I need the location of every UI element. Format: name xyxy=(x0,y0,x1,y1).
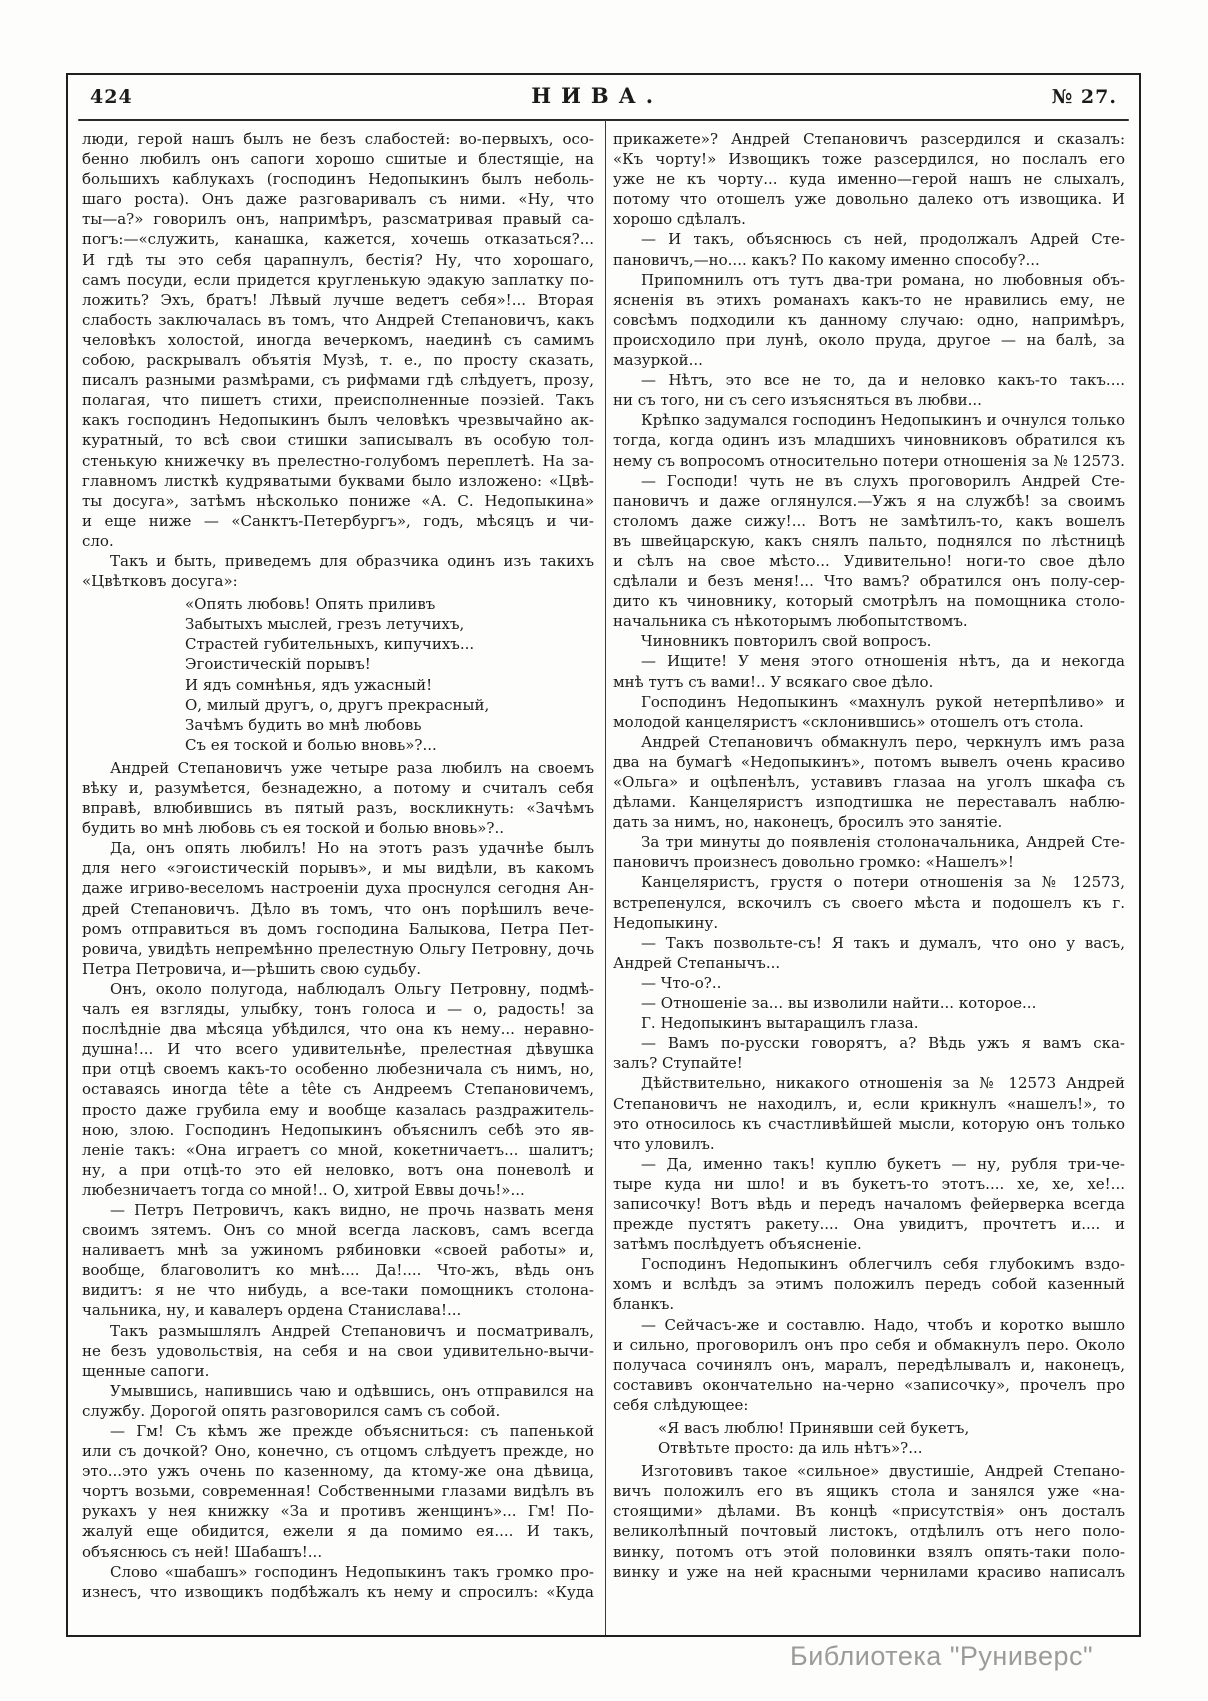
text-line: «Цвѣтковъ досуга»: xyxy=(82,572,238,591)
text-line: мнѣ тутъ съ вами!.. У всякаго свое дѣло. xyxy=(613,672,934,691)
paragraph xyxy=(613,410,1125,470)
text-line: тыре куда ни шло! и въ букетъ-то этотъ.... хе, хе, хе!... xyxy=(613,1174,1125,1193)
text-line: Дѣйствительно, никакого отношенія за № 12573 Андрей xyxy=(641,1074,1125,1093)
text-line: — Петръ Петровичъ, какъ видно, не прочь назвать меня xyxy=(110,1200,594,1219)
text-line: И ядъ сомнѣнья, ядъ ужасный! xyxy=(185,675,433,694)
text-line: ясненія въ этихъ романахъ какъ-то не нравились ему, не xyxy=(613,290,1125,309)
text-line: куратный, то всѣ свои стишки записывалъ въ особую тол- xyxy=(82,431,594,450)
text-line: вправѣ, влюбившись въ пятый разъ, воскликнуть: «Зачѣмъ xyxy=(82,799,594,818)
text-line: при отцѣ своемъ какъ-то особенно любезничала съ нимъ, но, xyxy=(82,1060,594,1079)
text-line: самъ посуди, если придется кругленькую эдакую заплатку по- xyxy=(82,270,594,289)
text-line: дито къ чиновнику, который смотрѣлъ на помощника столо- xyxy=(613,592,1125,611)
text-line: Андрей Степанычъ... xyxy=(613,953,781,972)
paragraph xyxy=(613,1154,1125,1254)
text-line: начальника съ нѣкоторымъ любопытствомъ. xyxy=(613,612,968,631)
paragraph xyxy=(613,973,1125,993)
text-line: дать за нимъ, но, наконецъ, бросилъ это занятіе. xyxy=(613,813,1003,832)
paragraph xyxy=(613,631,1125,651)
text-line: хомъ и вслѣдъ за этимъ положилъ передъ собой казенный xyxy=(613,1275,1125,1294)
text-line: Недопыкину. xyxy=(613,913,719,932)
text-line: вѣку и, разумѣется, безнадежно, а потому и считалъ себя xyxy=(82,779,594,797)
text-line: какъ господинъ Недопыкинъ былъ человѣкъ чрезвычайно ак- xyxy=(82,411,594,430)
text-line: вичъ положилъ его въ ящикъ стола и занялся уже «на- xyxy=(613,1482,1125,1501)
text-line: дрей Степановичъ. Дѣло въ томъ, что онъ порѣшилъ вече- xyxy=(82,899,594,918)
text-line: слабость заключалась въ томъ, что Андрей Степановичъ, какъ xyxy=(82,310,594,329)
page-header xyxy=(68,75,1139,117)
text-line: главномъ листкѣ кудряватыми буквами было изложено: «Цвѣ- xyxy=(82,471,594,490)
text-line: не безъ удовольствія, на себя и на свои удивительно-вычи- xyxy=(82,1341,594,1360)
text-line: — Гм! Съ кѣмъ же прежде объясниться: съ папенькой xyxy=(110,1422,594,1440)
text-line: О, милый другъ, о, другъ прекрасный, xyxy=(185,695,490,714)
paragraph xyxy=(82,758,594,838)
text-line: душна!... И что всего удивительнѣе, прелестная дѣвушка xyxy=(82,1040,594,1059)
text-line: «Опять любовь! Опять приливъ xyxy=(185,595,436,614)
text-line: сло. xyxy=(82,531,114,550)
text-line: винку и уже на ней красными чернилами красиво написалъ xyxy=(613,1562,1125,1581)
text-line: рукахъ у нея книжку «За и противъ женщинъ»... Гм! По- xyxy=(82,1502,594,1521)
text-line: уже не къ чорту... куда именно—герой нашъ не слыхалъ, xyxy=(613,170,1125,189)
paragraph xyxy=(613,732,1125,832)
left-column xyxy=(82,129,594,1602)
text-line: «Къ чорту!» Извощикъ тоже разсердился, но послалъ его xyxy=(613,150,1125,169)
paragraph xyxy=(613,651,1125,691)
text-line: записочку! Вотъ вѣдь и передъ началомъ фейерверка всегда xyxy=(613,1194,1125,1213)
paragraph xyxy=(613,471,1125,632)
paragraph xyxy=(613,1013,1125,1033)
text-line: даже игриво-веселомъ настроеніи духа проснулся сегодня Ан- xyxy=(82,879,594,898)
text-line: ложить? Эхъ, братъ! Лѣвый лучше ведетъ себя»!... Вторая xyxy=(82,290,594,309)
text-line: Съ ея тоской и болью вновь»?... xyxy=(185,735,437,754)
text-line: и еще ниже — «Санктъ-Петербургъ», годъ, мѣсяцъ и чи- xyxy=(82,511,594,530)
text-line: Эгоистическій порывъ! xyxy=(185,655,371,674)
text-line: или съ дочкой? Оно, конечно, съ отцомъ слѣдуетъ прежде, но xyxy=(82,1442,594,1461)
text-line: въ швейцарскую, какъ снялъ пальто, поднялся по лѣстницѣ xyxy=(613,531,1125,550)
paragraph xyxy=(82,1562,594,1602)
text-line: великолѣпный почтовый листокъ, отдѣлилъ отъ него поло- xyxy=(613,1522,1125,1541)
paragraph xyxy=(613,1254,1125,1314)
text-line: Крѣпко задумался господинъ Недопыкинъ и очнулся только xyxy=(641,411,1125,430)
journal-title: НИВА. xyxy=(531,83,664,108)
text-line: встрепенулся, вскочилъ съ своего мѣста и подошелъ къ г. xyxy=(613,893,1125,912)
text-line: Такъ и быть, приведемъ для образчика одинъ изъ такихъ xyxy=(110,551,594,570)
paragraph xyxy=(613,270,1125,370)
watermark: Библиотека "Руниверс" xyxy=(790,1641,1094,1671)
paragraph xyxy=(82,1200,594,1321)
text-line: большихъ каблукахъ (господинъ Недопыкинъ былъ неболь- xyxy=(82,170,594,189)
text-line: Петра Петровича, и—рѣшить свою судьбу. xyxy=(82,959,422,978)
text-line: видитъ: я не что нибудь, а все-таки помощникъ столона- xyxy=(82,1281,594,1300)
text-line: полагая, что пишетъ стихи, преисполненные поэзіей. Такъ xyxy=(82,391,594,410)
text-line: бланкъ. xyxy=(613,1295,675,1314)
column-divider xyxy=(605,120,606,1635)
text-line: жалуй еще обидится, ежели я да помимо ея.... И такъ, xyxy=(82,1522,594,1541)
text-line: ною, злою. Господинъ Недопыкинъ объяснилъ себѣ это яв- xyxy=(82,1120,594,1139)
paragraph xyxy=(82,1321,594,1381)
text-line: И гдѣ ты это себя царапнулъ, бестія? Ну, что хорошаго, xyxy=(82,250,594,269)
text-line: ты—а?» говорилъ онъ, напримѣръ, разсматривая правый са- xyxy=(82,210,594,229)
text-line: чалъ ея взгляды, улыбку, тонъ голоса и — о, радость! за xyxy=(82,1000,594,1019)
text-line: хорошо сдѣлалъ. xyxy=(613,210,746,229)
verse-block xyxy=(613,1418,1125,1458)
text-line: изнесъ, что извощикъ подбѣжалъ къ нему и спросилъ: «Куда xyxy=(82,1582,594,1601)
paragraph xyxy=(613,129,1125,229)
paragraph xyxy=(613,1033,1125,1073)
text-line: Господинъ Недопыкинъ облегчилъ себя глубокимъ вздо- xyxy=(641,1255,1125,1274)
text-line: — И такъ, объяснюсь съ ней, продолжалъ Адрей Сте- xyxy=(641,230,1125,249)
text-line: — Да, именно такъ! куплю букетъ — ну, рубля три-че- xyxy=(641,1154,1125,1173)
text-line: будить во мнѣ любовь съ ея тоской и болью вновь»?.. xyxy=(82,819,504,838)
text-line: и сѣлъ на свое мѣсто... Удивительно! ноги-то свое дѣло xyxy=(613,551,1125,570)
text-line: совсѣмъ подходили къ данному случаю: одно, напримѣръ, xyxy=(613,310,1125,329)
text-line: пановичъ произнесъ довольно громко: «Нашелъ»! xyxy=(613,853,1014,872)
paragraph xyxy=(613,933,1125,973)
text-line: — Ищите! У меня этого отношенія нѣтъ, да и некогда xyxy=(641,652,1125,671)
text-line: любезничаетъ тогда со мной!.. О, хитрой Еввы дочь!»... xyxy=(82,1180,525,1199)
page-frame xyxy=(66,73,1141,1637)
text-line: стоящими» дѣлами. Въ концѣ «присутствія» онъ досталъ xyxy=(613,1502,1125,1521)
issue-number: № 27. xyxy=(1051,86,1117,108)
text-line: ты досуга», затѣмъ нѣсколько пониже «А. С. Недопыкина» xyxy=(82,491,594,510)
paragraph xyxy=(82,1381,594,1421)
text-line: прикажете»? Андрей Степановичъ разсердился и сказалъ: xyxy=(613,130,1125,148)
text-line: чальника, ну, и кавалеръ ордена Станислава!... xyxy=(82,1301,462,1320)
text-line: что уловилъ. xyxy=(613,1134,715,1153)
paragraph xyxy=(82,979,594,1200)
text-line: — Господи! чуть не въ слухъ проговорилъ Андрей Сте- xyxy=(641,471,1125,490)
text-line: ну, а при отцѣ-то это ей неловко, вотъ она поневолѣ и xyxy=(82,1160,594,1179)
paragraph xyxy=(82,838,594,979)
text-line: Зачѣмъ будить во мнѣ любовь xyxy=(185,715,422,734)
right-column xyxy=(613,129,1125,1602)
text-line: послѣдніе два мѣсяца убѣдился, что она къ нему... неравно- xyxy=(82,1020,594,1039)
text-line: Забытыхъ мыслей, грезъ летучихъ, xyxy=(185,615,465,634)
text-line: «Ольга» и оцѣпенѣлъ, уставивъ глазаа на уголъ шкафа съ xyxy=(613,773,1125,791)
text-line: ни съ того, ни съ сего изъясняться въ любви... xyxy=(613,391,982,410)
text-line: бенно любилъ онъ сапоги хорошо сшитые и блестящіе, на xyxy=(82,150,594,169)
text-line: два на бумагѣ «Недопыкинъ», потомъ вывелъ очень красиво xyxy=(613,752,1125,771)
text-line: службу. Дорогой опять разговорился самъ съ собой. xyxy=(82,1401,501,1420)
text-line: составивъ окончательно на-черно «записочку», прочелъ про xyxy=(613,1375,1125,1394)
text-line: для него «эгоистическій порывъ», и мы видѣли, въ какомъ xyxy=(82,859,594,878)
paragraph xyxy=(82,551,594,591)
text-line: щенные сапоги. xyxy=(82,1361,210,1380)
paragraph xyxy=(613,692,1125,732)
text-line: ромъ отправиться въ домъ господина Балыкова, Петра Пет- xyxy=(82,919,594,938)
text-line: писалъ разными размѣрами, съ рифмами гдѣ слѣдуетъ, прозу, xyxy=(82,371,594,390)
text-line: Степановичъ не находилъ, и, если крикнулъ «нашелъ!», то xyxy=(613,1094,1125,1113)
paragraph xyxy=(613,1315,1125,1415)
text-line: и сильно, проговорилъ онъ про себя и обмакнулъ перо. Около xyxy=(613,1335,1125,1354)
text-line: дѣлами. Канцеляристъ изподтишка не переставалъ наблю- xyxy=(613,793,1125,812)
text-line: Онъ, около полугода, наблюдалъ Ольгу Петровну, подмѣ- xyxy=(110,979,594,998)
text-line: леніе такъ: «Она играетъ со мной, кокетничаетъ... шалитъ; xyxy=(82,1140,594,1159)
text-line: это относилось къ счастливѣйшей мысли, которую онъ только xyxy=(613,1114,1125,1133)
text-line: пановичъ и даже оглянулся.—Ужъ я на службѣ! за своимъ xyxy=(613,491,1125,510)
paragraph xyxy=(613,993,1125,1013)
text-line: Господинъ Недопыкинъ «махнулъ рукой нетерпѣливо» и xyxy=(641,692,1125,711)
text-line: сдѣлали и безъ меня!... Что вамъ? обратился онъ полу-сер- xyxy=(613,572,1125,591)
paragraph xyxy=(613,229,1125,269)
page-number: 424 xyxy=(90,86,133,108)
paragraph xyxy=(613,1461,1125,1582)
text-line: Умывшись, напившись чаю и одѣвшись, онъ отправился на xyxy=(110,1381,594,1400)
text-line: оставаясь иногда tête a tête съ Андреемъ Степановичемъ, xyxy=(82,1080,594,1099)
text-line: — Вамъ по-русски говорятъ, а? Вѣдь ужъ я вамъ ска- xyxy=(641,1034,1125,1053)
paragraph xyxy=(613,832,1125,872)
text-line: потому что отошелъ уже довольно далеко отъ извощика. И xyxy=(613,190,1125,209)
text-line: столомъ даже сижу!... Вотъ не замѣтилъ-то, какъ вошелъ xyxy=(613,511,1125,530)
text-line: тогда, когда одинъ изъ младшихъ чиновниковъ обратился къ xyxy=(613,431,1125,450)
paragraph xyxy=(613,872,1125,932)
text-line: — Что-о?.. xyxy=(641,973,722,992)
text-line: это...это ужъ очень по казенному, да ктому-же она дѣвица, xyxy=(82,1462,594,1481)
text-line: мазуркой... xyxy=(613,351,703,370)
text-line: Г. Недопыкинъ вытаращилъ глаза. xyxy=(641,1014,919,1033)
text-line: нему съ вопросомъ относительно потери отношенія за № 12573. xyxy=(613,451,1125,470)
text-line: Чиновникъ повторилъ свой вопросъ. xyxy=(641,632,932,651)
text-line: Да, онъ опять любилъ! Но на этотъ разъ удачнѣе былъ xyxy=(110,839,594,858)
text-line: За три минуты до появленія столоначальника, Андрей Сте- xyxy=(641,833,1125,852)
text-line: просто даже грубила ему и вообще казалась раздражитель- xyxy=(82,1100,594,1119)
text-line: Такъ размышлялъ Андрей Степановичъ и посматривалъ, xyxy=(110,1321,594,1340)
paragraph xyxy=(82,129,594,551)
text-line: Изготовивъ такое «сильное» двустишіе, Андрей Степано- xyxy=(641,1462,1125,1481)
text-line: — Такъ позвольте-съ! Я такъ и думалъ, что оно у васъ, xyxy=(641,933,1125,952)
text-line: «Я васъ люблю! Принявши сей букетъ, xyxy=(658,1419,970,1437)
text-line: своимъ зятемъ. Онъ со мной всегда ласковъ, самъ всегда xyxy=(82,1221,594,1240)
text-line: Страстей губительныхъ, кипучихъ... xyxy=(185,635,475,654)
text-line: шаго роста). Онъ даже разговаривалъ съ ними. «Ну, что xyxy=(82,190,594,209)
text-line: винку, потомъ отъ этой половинки взялъ опять-таки поло- xyxy=(613,1542,1125,1561)
text-line: молодой канцеляристъ «склонившись» отошелъ отъ стола. xyxy=(613,712,1084,731)
text-line: залъ? Ступайте! xyxy=(613,1054,743,1073)
text-line: Отвѣтьте просто: да иль нѣтъ»?... xyxy=(658,1439,923,1458)
text-line: — Нѣтъ, это все не то, да и неловко какъ-то такъ.... xyxy=(641,371,1125,390)
text-line: Канцеляристъ, грустя о потери отношенія за № 12573, xyxy=(641,873,1125,892)
text-line: чортъ возьми, современная! Собственными глазами видѣлъ въ xyxy=(82,1482,594,1501)
text-line: собою, раскрывалъ объятія Музѣ, т. е., по просту сказать, xyxy=(82,351,594,370)
text-line: люди, герой нашъ былъ не безъ слабостей: во-первыхъ, осо- xyxy=(82,130,594,148)
text-line: прежде пустятъ ракету.... Она увидитъ, прочтетъ и.... и xyxy=(613,1215,1125,1234)
text-line: — Отношеніе за... вы изволили найти... которое... xyxy=(641,994,1037,1013)
text-line: пановичъ,—но.... какъ? По какому именно способу?... xyxy=(613,250,1040,269)
text-line: наливаетъ мнѣ за ужиномъ рябиновки «своей работы» и, xyxy=(82,1241,594,1260)
text-line: человѣкъ холостой, иногда вечеркомъ, наединѣ съ самимъ xyxy=(82,330,594,349)
text-line: Слово «шабашъ» господинъ Недопыкинъ такъ громко про- xyxy=(110,1562,594,1581)
text-line: вообще, благоволитъ ко мнѣ.... Да!.... Что-жъ, вѣдь онъ xyxy=(82,1261,594,1280)
text-line: объяснюсь съ ней! Шабашъ!... xyxy=(82,1542,323,1561)
text-line: себя слѣдующее: xyxy=(613,1395,749,1414)
text-line: ровича, увидѣть непремѣнно прелестную Ольгу Петровну, дочь xyxy=(82,939,594,958)
text-line: затѣмъ послѣдуетъ объясненіе. xyxy=(613,1235,862,1254)
text-line: погъ:—«служить, канашка, кажется, хочешь отказаться?... xyxy=(82,230,594,249)
text-line: стенькую книжечку въ прелестно-голубомъ переплетѣ. На за- xyxy=(82,451,594,470)
text-line: получаса сочинялъ онъ, маралъ, передѣлывалъ и, наконецъ, xyxy=(613,1355,1125,1374)
text-line: Андрей Степановичъ обмакнулъ перо, черкнулъ имъ раза xyxy=(641,732,1125,751)
paragraph xyxy=(613,370,1125,410)
verse-block xyxy=(82,594,594,755)
text-line: Андрей Степановичъ уже четыре раза любилъ на своемъ xyxy=(110,758,594,777)
paragraph xyxy=(613,1073,1125,1153)
paragraph xyxy=(82,1421,594,1562)
text-columns xyxy=(68,121,1139,1602)
text-line: Припомнилъ отъ тутъ два-три романа, но любовныя объ- xyxy=(641,270,1125,289)
text-line: происходило при лунѣ, около пруда, другое — на балѣ, за xyxy=(613,330,1125,349)
text-line: — Сейчасъ-же и составлю. Надо, чтобъ и коротко вышло xyxy=(641,1315,1125,1334)
